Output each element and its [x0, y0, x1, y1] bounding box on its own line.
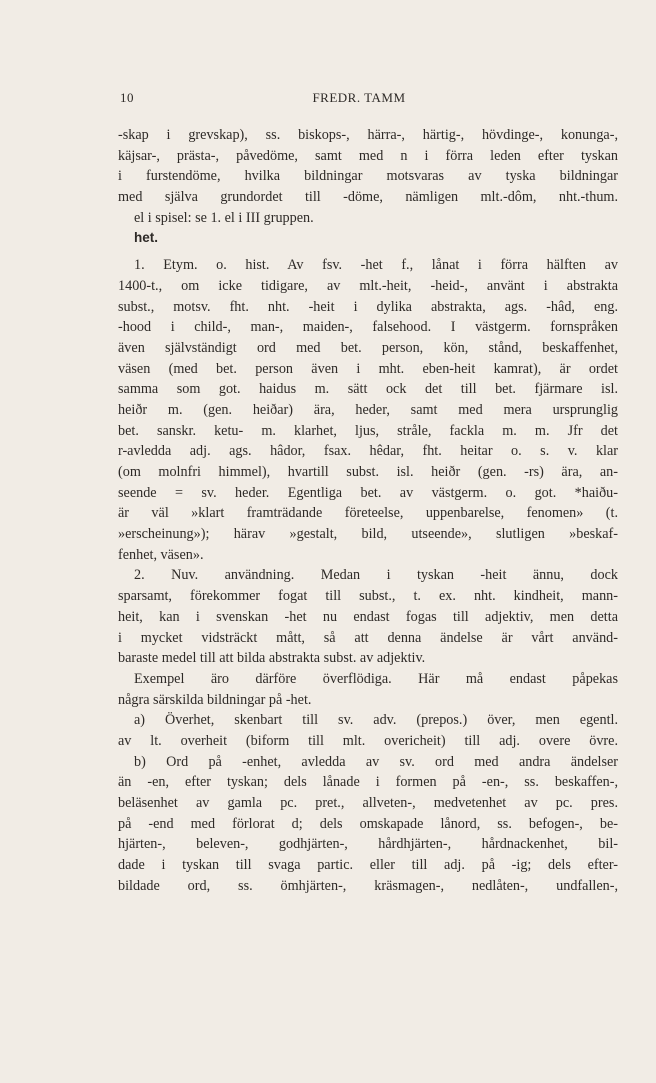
- running-head: FREDR. TAMM: [312, 90, 406, 105]
- text-line: »erscheinung»); härav »gestalt, bild, utseende», slutligen »beskaf-: [118, 526, 618, 543]
- text-line: el i spisel: se 1. el i III gruppen.: [134, 209, 314, 226]
- text-line: Exempel äro därföre överflödiga. Här må endast påpekas: [134, 670, 618, 687]
- page-body: [118, 125, 618, 896]
- text-line: av lt. overheit (biform till mlt. overicheit) till adj. overe övre.: [118, 732, 618, 749]
- text-line: även självständigt ord med bet. person, kön, stånd, beskaffenhet,: [118, 339, 618, 356]
- text-line: några särskilda bildningar på -het.: [118, 691, 312, 708]
- text-line: -skap i grevskap), ss. biskops-, härra-, härtig-, hövdinge-, konunga-,: [118, 127, 618, 143]
- text-line: 2. Nuv. användning. Medan i tyskan -heit ännu, dock: [134, 567, 618, 584]
- text-line: heit, kan i svenskan -het nu endast fogas till adjektiv, men detta: [118, 608, 618, 625]
- text-line: baraste medel till att bilda abstrakta subst. av adjektiv.: [118, 650, 426, 667]
- page-header: [118, 90, 570, 110]
- text-line: seende = sv. heder. Egentliga bet. av västgerm. o. got. *haiðu-: [118, 484, 618, 501]
- text-line: käjsar-, prästa-, påvedöme, samt med n i förra leden efter tyskan: [118, 147, 618, 164]
- text-line: i mycket vidsträckt mått, så att denna ändelse är vårt använd-: [118, 629, 618, 646]
- text-line: dade i tyskan till svaga partic. eller till adj. på -ig; dels efter-: [118, 857, 618, 874]
- text-line: samma som got. haidus m. sätt ock det till bet. fjärmare isl.: [118, 381, 618, 398]
- text-line: subst., motsv. fht. nht. -heit i dylika abstrakta, ags. -hâd, eng.: [118, 298, 618, 315]
- text-line: sparsamt, förekommer fogat till subst., t. ex. nht. kindheit, mann-: [118, 588, 618, 605]
- text-line: än -en, efter tyskan; dels lånade i formen på -en-, ss. beskaffen-,: [118, 774, 618, 791]
- text-line: bet. sanskr. ketu- m. klarhet, ljus, stråle, fackla m. m. Jfr det: [118, 422, 618, 439]
- section-heading: het.: [134, 230, 159, 246]
- text-line: 1400-t., om icke tidigare, av mlt.-heit, -heid-, använt i abstrakta: [118, 277, 618, 294]
- text-line: är väl »klart framträdande företeelse, uppenbarelse, fenomen» (t.: [118, 505, 618, 522]
- text-line: i furstendöme, hvilka bildningar motsvaras av tyska bildningar: [118, 168, 618, 185]
- text-line: a) Överhet, skenbart till sv. adv. (prepos.) över, men egentl.: [134, 712, 618, 729]
- text-line: på -end med förlorat d; dels omskapade lånord, ss. befogen-, be-: [118, 815, 618, 832]
- page-number: 10: [120, 90, 134, 105]
- text-line: med själva grundordet till -döme, nämligen mlt.-dôm, nht.-thum.: [118, 189, 618, 206]
- text-line: b) Ord på -enhet, avledda av sv. ord med andra ändelser: [134, 753, 618, 770]
- text-line: fenhet, väsen».: [118, 546, 204, 563]
- text-line: hjärten-, beleven-, godhjärten-, hårdhjärten-, hårdnackenhet, bil-: [118, 836, 618, 853]
- text-line: heiðr m. (gen. heiðar) ära, heder, samt med mera ursprunglig: [118, 401, 618, 418]
- text-line: 1. Etym. o. hist. Av fsv. -het f., lånat i förra hälften av: [134, 257, 618, 274]
- text-line: bildade ord, ss. ömhjärten-, kräsmagen-, nedlåten-, undfallen-,: [118, 877, 618, 894]
- text-line: r-avledda adj. ags. hâdor, fsax. hêdar, fht. heitar o. s. v. klar: [118, 443, 618, 460]
- text-line: -hood i child-, man-, maiden-, falsehood. I västgerm. fornspråken: [118, 319, 618, 336]
- text-line: väsen (med bet. person även i mht. eben-heit kamrat), är ordet: [118, 360, 618, 377]
- text-line: (om molnfri himmel), hvartill subst. isl. heiðr (gen. -rs) ära, an-: [118, 464, 618, 480]
- text-line: beläsenhet av gamla pc. pret., allveten-, medvetenhet av pc. pres.: [118, 795, 618, 811]
